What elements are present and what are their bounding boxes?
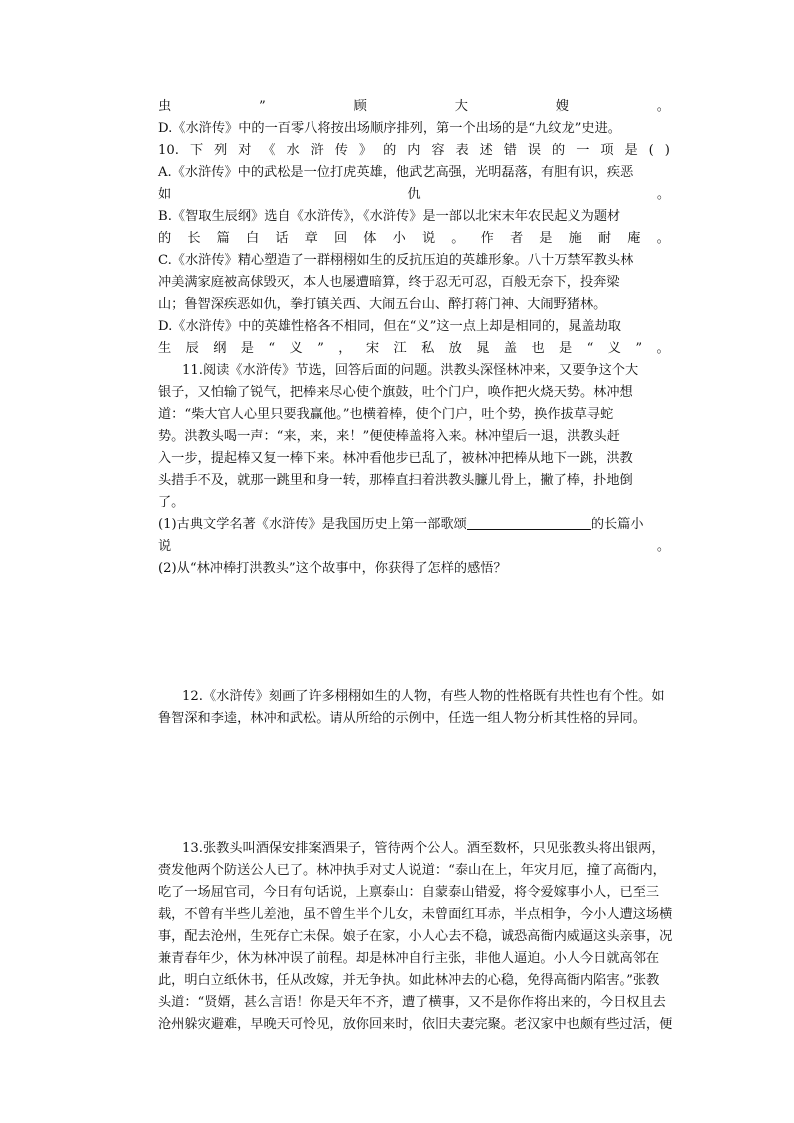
justified-char: 说	[158, 539, 172, 554]
justified-char: 仇	[407, 187, 421, 202]
q11-line-2: 银子，又怕输了锐气，把棒来尽心使个旗鼓，吐个门户，唤作把火烧天势。林冲想	[158, 385, 633, 400]
justified-char: 是	[559, 341, 573, 356]
justified-char: 10.	[158, 143, 179, 158]
justified-char: 嫂	[555, 99, 569, 114]
q10-option-b-line2	[158, 228, 670, 250]
q11-line-4: 势。洪教头喝一声：“来，来，来！”便使棒盖将入来。林冲望后一退，洪教头赶	[158, 429, 620, 444]
justified-char: 义	[607, 341, 621, 356]
q12-line-1: 12.《水浒传》刻画了许多栩栩如生的人物，有些人物的性格既有共性也有个性。如	[182, 689, 665, 704]
justified-char: 体	[363, 231, 377, 246]
justified-char: 义	[289, 341, 303, 356]
justified-char: 大	[454, 99, 468, 114]
q13-line-8: 头道：“贤婿，甚么言语！你是天年不齐，遭了横事，又不是你作将出来的，今日权且去	[158, 995, 666, 1010]
justified-char: 》	[358, 143, 373, 158]
justified-char: 也	[531, 341, 545, 356]
justified-char: 话	[275, 231, 289, 246]
justified-char: 篇	[216, 231, 230, 246]
q11-sub1-prefix: (1)古典文学名著《水浒传》是我国历史上第一部歌颂	[158, 517, 467, 532]
justified-char: 列	[214, 143, 228, 158]
q10-stem	[158, 140, 670, 162]
justified-char: 辰	[185, 341, 199, 356]
q11-sub2: (2)从“林冲棒打洪教头”这个故事中，你获得了怎样的感悟？	[158, 561, 507, 576]
q13-line-2: 赍发他两个防送公人已了。林冲执手对丈人说道：“泰山在上，年灾月厄，撞了高衙内，	[158, 863, 666, 878]
justified-char: 章	[304, 231, 318, 246]
justified-char: 的	[158, 231, 172, 246]
justified-char: 是	[539, 231, 553, 246]
q11-line-3: 道：“柴大官人心里只要我赢他。”也横着棒，使个门户，吐个势，换作拔草寻蛇	[158, 407, 614, 422]
justified-char: 《	[262, 143, 276, 158]
justified-char: ”	[635, 341, 643, 356]
q11-line-1: 11.阅读《水浒传》节选，回答后面的问题。洪教头深怪林冲来，又要争这个大	[182, 363, 639, 378]
justified-char: 水	[286, 143, 300, 158]
justified-char: 项	[600, 143, 614, 158]
q9-tail-line	[158, 96, 670, 118]
justified-char: 一	[576, 143, 590, 158]
q10-option-c-line2: 冲美满家庭被高俅毁灭，本人也屡遭暗算，终于忍无可忍，百般无奈下，投奔梁	[158, 275, 620, 290]
q13-line-1: 13.张教头叫酒保安排案酒果子，管待两个公人。酒至数杯，只见张教头将出银两，	[182, 841, 665, 856]
answer-blank[interactable]	[467, 515, 591, 530]
justified-char: 述	[479, 143, 493, 158]
q11-sub1-line1	[158, 514, 670, 536]
justified-char: 传	[334, 143, 348, 158]
q13-line-9: 沧州躲灾避难，早晚天可怜见，放你回来时，依旧夫妻完聚。老汉家中也颇有些过活，便	[158, 1017, 673, 1032]
q11-line-7: 了。	[158, 495, 185, 510]
justified-char: 的	[552, 143, 566, 158]
q11-line-5: 入一步，提起棒又复一棒下来。林冲看他步已乱了，被林冲把棒从地下一跳，洪教	[158, 451, 633, 466]
justified-char: ”	[317, 341, 324, 356]
justified-char: 私	[421, 341, 435, 356]
justified-char: 说	[421, 231, 436, 246]
justified-char: 盖	[503, 341, 518, 356]
justified-char: 者	[509, 231, 524, 246]
justified-char: 。	[656, 539, 670, 554]
justified-char: 庵	[627, 231, 641, 246]
justified-char: 回	[333, 231, 348, 246]
justified-char: 作	[480, 231, 494, 246]
justified-char: 晁	[476, 341, 490, 356]
justified-char: 如	[158, 187, 172, 202]
q11-line-6: 头措手不及，就那一跳里和身一转，那棒直扫着洪教头臁儿骨上，撇了棒，扑地倒	[158, 473, 633, 488]
justified-char: 误	[527, 143, 542, 158]
justified-char: 放	[448, 341, 462, 356]
q13-line-5: 事，配去沧州，生死存亡未保。娘子在家，小人心去不稳，诚恐高衙内威逼这头亲事，况	[158, 929, 673, 944]
justified-char: 小	[392, 231, 406, 246]
justified-char: 。	[656, 187, 670, 202]
justified-char: 。	[656, 231, 670, 246]
q11-sub1-line2	[158, 536, 670, 558]
q10-option-d-line2	[158, 338, 670, 360]
justified-char: 对	[238, 143, 252, 158]
q10-option-a-line2	[158, 184, 670, 206]
q13-line-3: 吃了一场屈官司，今日有句话说，上禀泰山：自蒙泰山错爱，将令爱嫁事小人，已至三	[158, 885, 660, 900]
justified-char: 施	[568, 231, 582, 246]
justified-char: 白	[245, 231, 260, 246]
justified-char: ，	[338, 341, 352, 356]
q13-line-6: 兼青春年少，休为林冲误了前程。却是林冲自行主张，非他人逼迫。小人今日就高邻在	[158, 951, 660, 966]
q10-option-d-line1: D.《水浒传》中的英雄性格各不相同，但在“义”这一点上却是相同的，晁盖劫取	[158, 319, 621, 334]
q10-option-a-line1: A.《水浒传》中的武松是一位打虎英雄，他武艺高强，光明磊落，有胆有识，疾恶	[158, 165, 634, 180]
q13-line-4: 载，不曾有半些儿差池，虽不曾生半个儿女，未曾面红耳赤，半点相争，今小人遭这场横	[158, 907, 673, 922]
justified-char: 宋	[365, 341, 380, 356]
q13-line-7: 此，明白立纸休书，任从改嫁，并无争执。如此林冲去的心稳，免得高衙内陷害。”张教	[158, 973, 660, 988]
justified-char: ”	[259, 99, 266, 114]
justified-char: 耐	[597, 231, 612, 246]
justified-char: “	[586, 341, 594, 356]
justified-char: 表	[455, 143, 469, 158]
q10-option-b-line1: B.《智取生辰纲》选自《水浒传》，《水浒传》是一部以北宋末年农民起义为题材	[158, 209, 621, 224]
justified-char: 。	[656, 341, 670, 356]
justified-char: 浒	[310, 143, 324, 158]
justified-char: 。	[656, 99, 670, 114]
justified-char: 虫	[158, 99, 172, 114]
q11-sub1-suffix: 的长篇小	[590, 517, 644, 532]
justified-char: 的	[383, 143, 397, 158]
q10-option-c-line3: 山；鲁智深疾恶如仇，拳打镇关西、大闹五台山、醉打蒋门神、大闹野猪林。	[158, 297, 607, 312]
q10-option-c-line1: C.《水浒传》精心塑造了一群栩栩如生的反抗压迫的英雄形象。八十万禁军教头林	[158, 253, 634, 268]
justified-char: )	[664, 143, 670, 158]
justified-char: “	[268, 341, 276, 356]
q12-line-2: 鲁智深和李逵，林冲和武松。请从所给的示例中，任选一组人物分析其性格的异同。	[158, 711, 646, 726]
justified-char: 长	[187, 231, 201, 246]
justified-char: 错	[503, 143, 517, 158]
justified-char: 是	[240, 341, 254, 356]
justified-char: 顾	[353, 99, 367, 114]
justified-char: 内	[407, 143, 421, 158]
justified-char: 下	[189, 143, 204, 158]
q9-option-d: D.《水浒传》中的一百零八将按出场顺序排列，第一个出场的是“九纹龙”史进。	[158, 121, 621, 136]
justified-char: 江	[393, 341, 407, 356]
justified-char: 是	[624, 143, 638, 158]
justified-char: 容	[431, 143, 445, 158]
justified-char: 纲	[213, 341, 227, 356]
justified-char: 。	[451, 231, 465, 246]
justified-char: (	[648, 143, 654, 158]
justified-char: 生	[158, 341, 172, 356]
